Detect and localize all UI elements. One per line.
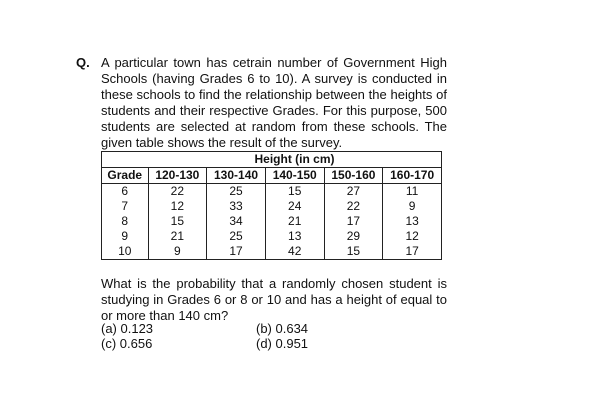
table-cell: 27 — [324, 184, 383, 200]
column-header-140-150: 140-150 — [265, 168, 324, 184]
table-cell: 25 — [207, 229, 266, 244]
column-header-130-140: 130-140 — [207, 168, 266, 184]
table-header-row — [102, 168, 442, 184]
option-d: (d) 0.951 — [256, 336, 309, 351]
table-cell: 6 — [102, 184, 149, 200]
table-cell: 17 — [207, 244, 266, 260]
table-cell: 15 — [148, 214, 207, 229]
table-cell: 15 — [265, 184, 324, 200]
table-row — [102, 199, 442, 214]
table-cell: 9 — [102, 229, 149, 244]
table-group-header: Height (in cm) — [148, 152, 442, 168]
table-cell: 13 — [265, 229, 324, 244]
option-b: (b) 0.634 — [256, 321, 309, 336]
table-cell: 9 — [148, 244, 207, 260]
option-a: (a) 0.123 — [101, 321, 154, 336]
table-cell: 22 — [148, 184, 207, 200]
followup-question: What is the probability that a randomly chosen student is studying in Grades 6 or 8 or 10 and has a height of equal to or more than 140 cm? — [101, 276, 447, 323]
table-cell: 25 — [207, 184, 266, 200]
table-cell: 10 — [102, 244, 149, 260]
table-cell: 9 — [383, 199, 442, 214]
table-cell: 12 — [148, 199, 207, 214]
column-header-120-130: 120-130 — [148, 168, 207, 184]
table-cell: 7 — [102, 199, 149, 214]
column-header-grade: Grade — [102, 168, 149, 184]
table-cell: 8 — [102, 214, 149, 229]
table-cell: 13 — [383, 214, 442, 229]
table-cell: 24 — [265, 199, 324, 214]
table-cell: 17 — [324, 214, 383, 229]
table-cell: 15 — [324, 244, 383, 260]
table-row — [102, 244, 442, 260]
table-row — [102, 184, 442, 200]
question-number: Q. — [76, 55, 90, 70]
table-cell: 42 — [265, 244, 324, 260]
table-cell: 11 — [383, 184, 442, 200]
survey-table — [101, 151, 442, 260]
table-corner-cell — [102, 152, 149, 168]
table-cell: 34 — [207, 214, 266, 229]
table-cell: 33 — [207, 199, 266, 214]
table-cell: 21 — [265, 214, 324, 229]
table-row — [102, 229, 442, 244]
question-text: A particular town has cetrain number of Government High Schools (having Grades 6 to 10). A survey is conducted in these schools to find the relationship between the heights of students and their respective Grades. For this purpose, 500 students are selected at random from these schools. The given table shows the result of the survey. — [101, 55, 447, 150]
table-cell: 22 — [324, 199, 383, 214]
column-header-150-160: 150-160 — [324, 168, 383, 184]
table-row — [102, 214, 442, 229]
column-header-160-170: 160-170 — [383, 168, 442, 184]
option-c: (c) 0.656 — [101, 336, 153, 351]
table-cell: 12 — [383, 229, 442, 244]
table-group-header-row — [102, 152, 442, 168]
table-cell: 29 — [324, 229, 383, 244]
table-cell: 21 — [148, 229, 207, 244]
table-cell: 17 — [383, 244, 442, 260]
